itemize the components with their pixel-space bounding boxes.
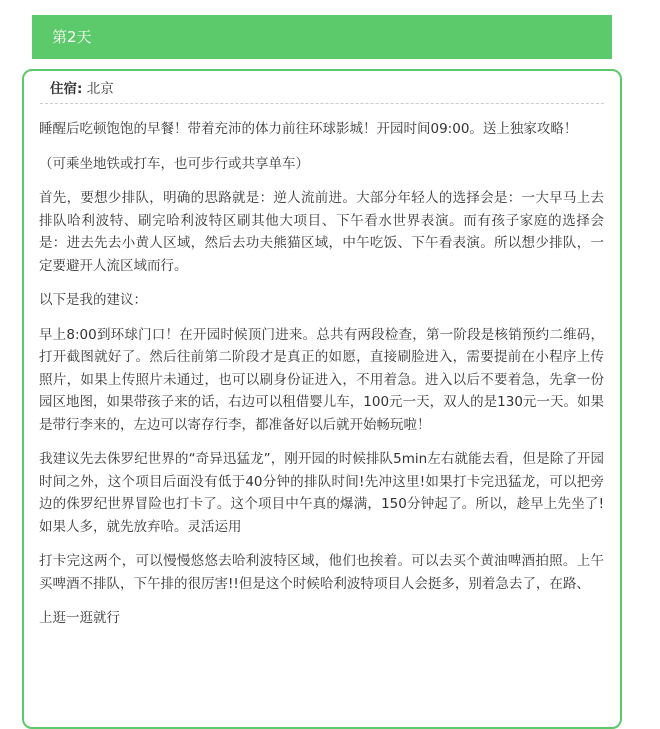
paragraph-jurassic: 我建议先去侏罗纪世界的“奇异迅猛龙”，刚开园的时候排队5min左右就能去看，但是除了开园时间之外，这个项目后面没有低于40分钟的排队时间!先冲这里!如果打卡完迅猛龙，可以把旁边的侏罗纪世界冒险也打卡了。这个项目中午真的爆满，150分钟起了。所以，趁早上先坐了!如果人多，就先放弃哈。灵活运用 [39, 451, 604, 535]
paragraph-breakfast: 睡醒后吃顿饱饱的早餐！带着充沛的体力前往环球影城！开园时间09:00。送上独家攻略！ [39, 121, 578, 137]
lodging-row [40, 79, 604, 104]
day-title: 第2天 [52, 28, 92, 46]
lodging-value: 北京 [86, 81, 114, 97]
itinerary-text [24, 104, 620, 630]
paragraph-arrival: 早上8:00到环球门口！在开园时候顶门进来。总共有两段检查，第一阶段是核销预约二维码，打开截图就好了。然后往前第二阶段才是真正的如愿，直接刷脸进入，需要提前在小程序上传照片，如果上传照片未通过，也可以刷身份证进入，不用着急。进入以后不要着急，先拿一份园区地图，如果带孩子来的话，右边可以租借婴儿车，100元一天，双人的是130元一天。如果是带行李来的，左边可以寄存行李，都准备好以后就开始畅玩啦！ [39, 326, 604, 433]
paragraph-strategy: 首先，要想少排队，明确的思路就是：逆人流前进。大部分年轻人的选择会是：一大早马上去排队哈利波特、刷完哈利波特区刷其他大项目、下午看水世界表演。而有孩子家庭的选择会是：进去先去小黄人区域，然后去功夫熊猫区域，中午吃饭、下午看表演。所以想少排队，一定要避开人流区域而行。 [39, 190, 604, 274]
day-header [32, 15, 612, 59]
paragraph-stroll: 上逛一逛就行 [39, 610, 120, 626]
paragraph-harry-potter: 打卡完这两个，可以慢慢悠悠去哈利波特区域，他们也挨着。可以去买个黄油啤酒拍照。上午买啤酒不排队，下午排的很厉害!!但是这个时候哈利波特项目人会挺多，别着急去了，在路、 [39, 553, 604, 592]
lodging-label: 住宿: [50, 81, 83, 97]
paragraph-suggestion-heading: 以下是我的建议： [39, 292, 147, 308]
itinerary-card [22, 69, 622, 729]
paragraph-transport: （可乘坐地铁或打车，也可步行或共享单车） [39, 155, 309, 172]
